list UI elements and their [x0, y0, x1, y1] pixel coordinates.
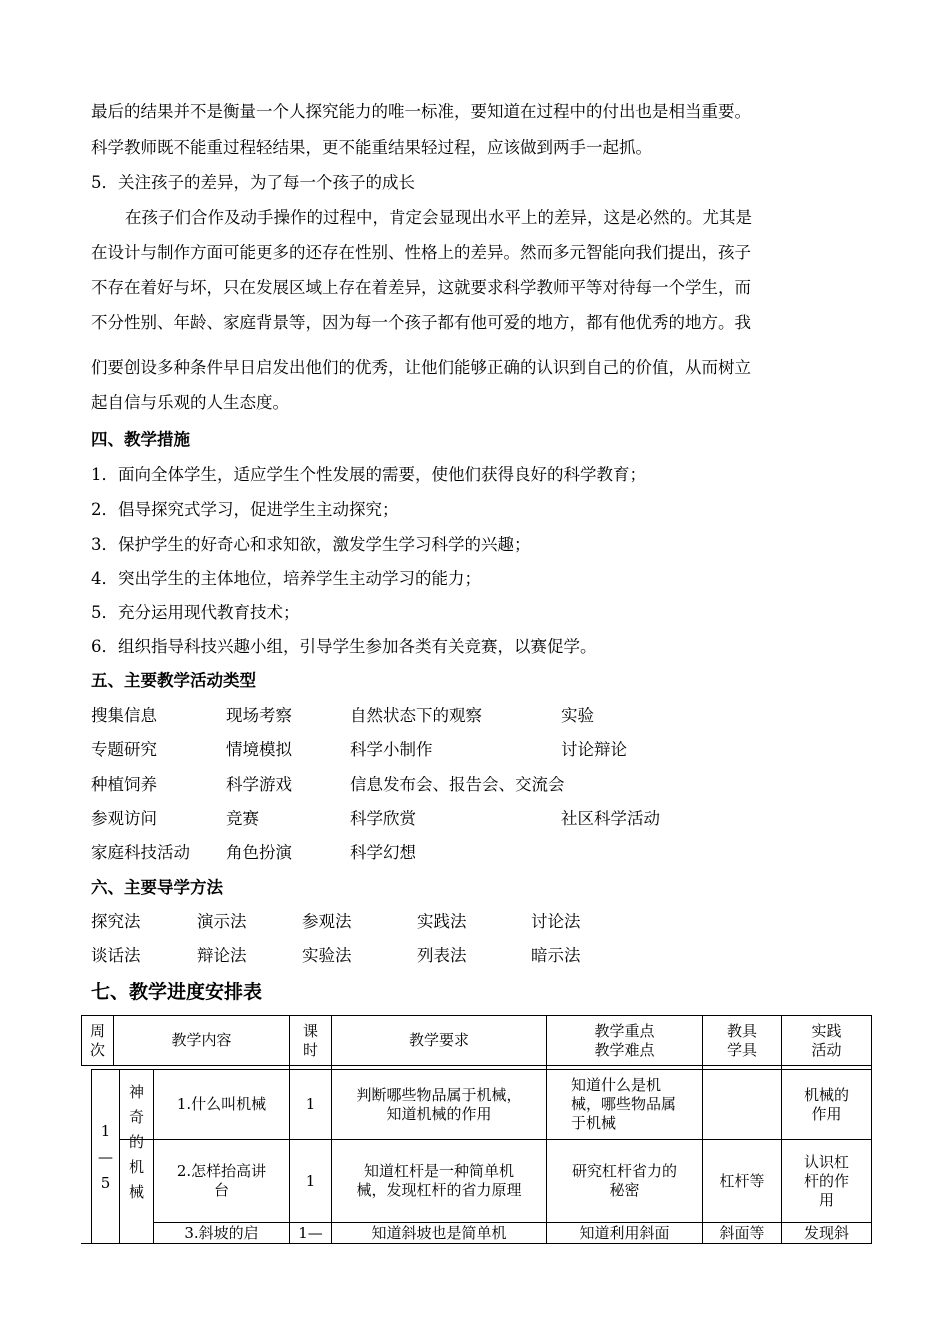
activity-item: 科学小制作	[350, 740, 433, 759]
lesson-tools: 斜面等	[719, 1223, 765, 1242]
table-rule	[871, 1015, 872, 1243]
lesson-hours: 1	[305, 1171, 316, 1190]
method-item: 实践法	[417, 912, 467, 931]
activity-item: 家庭科技活动	[91, 843, 190, 862]
intro-line-1: 最后的结果并不是衡量一个人探究能力的唯一标准，要知道在过程中的付出也是相当重要。	[91, 102, 751, 121]
lesson-title-label: 1.什么叫机械	[176, 1095, 267, 1113]
lesson-focus	[547, 1070, 702, 1139]
header-focus-line: 教学难点	[594, 1040, 655, 1059]
lesson-practice	[782, 1070, 871, 1139]
section5-paragraph-line: 在孩子们合作及动手操作的过程中，肯定会显现出水平上的差异，这是必然的。尤其是	[125, 208, 752, 227]
lesson-practice-text: 认识杠杆的作用	[803, 1152, 849, 1209]
activities-title: 五、主要教学活动类型	[91, 671, 256, 690]
lesson-requirement-text: 知道杠杆是一种简单机械，发现杠杆的省力原理	[356, 1162, 522, 1199]
activity-item: 角色扮演	[226, 843, 292, 862]
activity-item: 实验	[561, 706, 594, 725]
lesson-focus: 知道利用斜面	[579, 1223, 670, 1242]
section5-paragraph-line: 在设计与制作方面可能更多的还存在性别、性格上的差异。然而多元智能向我们提出，孩子	[91, 243, 751, 262]
header-week-label: 周次	[89, 1021, 105, 1059]
section5-paragraph-line: 起自信与乐观的人生态度。	[91, 393, 289, 412]
activity-item: 搜集信息	[91, 706, 157, 725]
week-range-part: 1	[100, 1121, 111, 1140]
method-item: 谈话法	[91, 946, 141, 965]
activity-item: 现场考察	[226, 706, 292, 725]
activity-item: 科学游戏	[226, 775, 292, 794]
table-rule	[81, 1065, 872, 1066]
methods-title: 六、主要导学方法	[91, 878, 223, 897]
header-hours	[290, 1016, 331, 1065]
activity-item: 参观访问	[91, 809, 157, 828]
activity-item: 社区科学活动	[561, 809, 660, 828]
schedule-title: 七、教学进度安排表	[91, 981, 263, 1003]
section5-paragraph-line: 们要创设多种条件早日启发出他们的优秀，让他们能够正确的认识到自己的价值，从而树立	[91, 358, 751, 377]
header-content: 教学内容	[171, 1031, 232, 1049]
lesson-focus	[547, 1140, 702, 1222]
method-item: 辩论法	[197, 946, 247, 965]
section5-paragraph-line: 不存在着好与坏，只在发展区域上存在着差异，这就要求科学教师平等对待每一个学生，而	[91, 278, 751, 297]
header-tools-line: 学具	[726, 1040, 757, 1059]
table-rule	[81, 1243, 872, 1244]
method-item: 列表法	[417, 946, 467, 965]
measure-item: 5．充分运用现代教育技术；	[91, 603, 300, 622]
lesson-tools	[703, 1070, 781, 1139]
activity-item: 科学幻想	[350, 843, 416, 862]
week-range-part: —	[98, 1147, 113, 1166]
measure-item: 1．面向全体学生，适应学生个性发展的需要，使他们获得良好的科学教育；	[91, 465, 646, 484]
lesson-requirement	[332, 1070, 546, 1139]
unit-name-label: 神奇的机械	[128, 1083, 144, 1201]
method-item: 探究法	[91, 912, 141, 931]
activity-item: 专题研究	[91, 740, 157, 759]
method-item: 实验法	[302, 946, 352, 965]
activity-item: 科学欣赏	[350, 809, 416, 828]
section5-title: 5．关注孩子的差异，为了每一个孩子的成长	[91, 173, 415, 192]
intro-line-2: 科学教师既不能重过程轻结果，更不能重结果轻过程，应该做到两手一起抓。	[91, 138, 652, 157]
lesson-focus-text: 知道什么是机械，哪些物品属于机械	[571, 1076, 677, 1132]
header-week	[82, 1016, 113, 1065]
method-item: 暗示法	[531, 946, 581, 965]
method-item: 讨论法	[531, 912, 581, 931]
lesson-hours: 1—	[298, 1223, 323, 1242]
lesson-requirement-text: 判断哪些物品属于机械，知道机械的作用	[356, 1085, 522, 1123]
lesson-title	[154, 1140, 289, 1222]
lesson-requirement	[332, 1140, 546, 1222]
lesson-practice	[782, 1140, 871, 1222]
lesson-focus-text: 研究杠杆省力的秘密	[571, 1162, 677, 1199]
lesson-title-label: 2.怎样抬高讲台	[176, 1162, 267, 1199]
lesson-practice: 发现斜	[803, 1223, 849, 1242]
week-range-part: 5	[100, 1173, 111, 1192]
activity-item: 情境模拟	[226, 740, 292, 759]
measure-item: 4．突出学生的主体地位，培养学生主动学习的能力；	[91, 569, 481, 588]
measure-item: 2．倡导探究式学习，促进学生主动探究；	[91, 500, 399, 519]
header-focus	[547, 1016, 702, 1065]
lesson-title	[154, 1070, 289, 1139]
method-item: 参观法	[302, 912, 352, 931]
activity-item: 讨论辩论	[561, 740, 627, 759]
lesson-tools: 杠杆等	[719, 1171, 765, 1190]
schedule-table	[81, 1015, 872, 1243]
lesson-requirement: 知道斜坡也是简单机	[371, 1223, 507, 1242]
unit-name	[120, 1070, 153, 1243]
header-practice	[782, 1016, 871, 1065]
method-item: 演示法	[197, 912, 247, 931]
header-tools	[703, 1016, 781, 1065]
activity-item: 自然状态下的观察	[350, 706, 482, 725]
measure-item: 3．保护学生的好奇心和求知欲，激发学生学习科学的兴趣；	[91, 535, 531, 554]
header-hours-label: 课时	[302, 1021, 318, 1059]
lesson-hours: 1	[305, 1095, 316, 1113]
week-range	[92, 1070, 119, 1243]
activity-item: 信息发布会、报告会、交流会	[350, 775, 565, 794]
measures-title: 四、教学措施	[91, 430, 190, 449]
header-practice-line: 活动	[811, 1040, 842, 1059]
activity-item: 竞赛	[226, 809, 259, 828]
header-practice-line: 实践	[811, 1021, 842, 1040]
activity-item: 种植饲养	[91, 775, 157, 794]
lesson-practice-text: 机械的作用	[803, 1085, 849, 1123]
section5-paragraph-line: 不分性别、年龄、家庭背景等，因为每一个孩子都有他可爱的地方，都有他优秀的地方。我	[91, 313, 751, 332]
lesson-title: 3.斜坡的启	[184, 1223, 259, 1242]
header-tools-line: 教具	[726, 1021, 757, 1040]
header-focus-line: 教学重点	[594, 1021, 655, 1040]
measure-item: 6．组织指导科技兴趣小组，引导学生参加各类有关竞赛，以赛促学。	[91, 637, 597, 656]
header-requirement: 教学要求	[408, 1031, 469, 1049]
